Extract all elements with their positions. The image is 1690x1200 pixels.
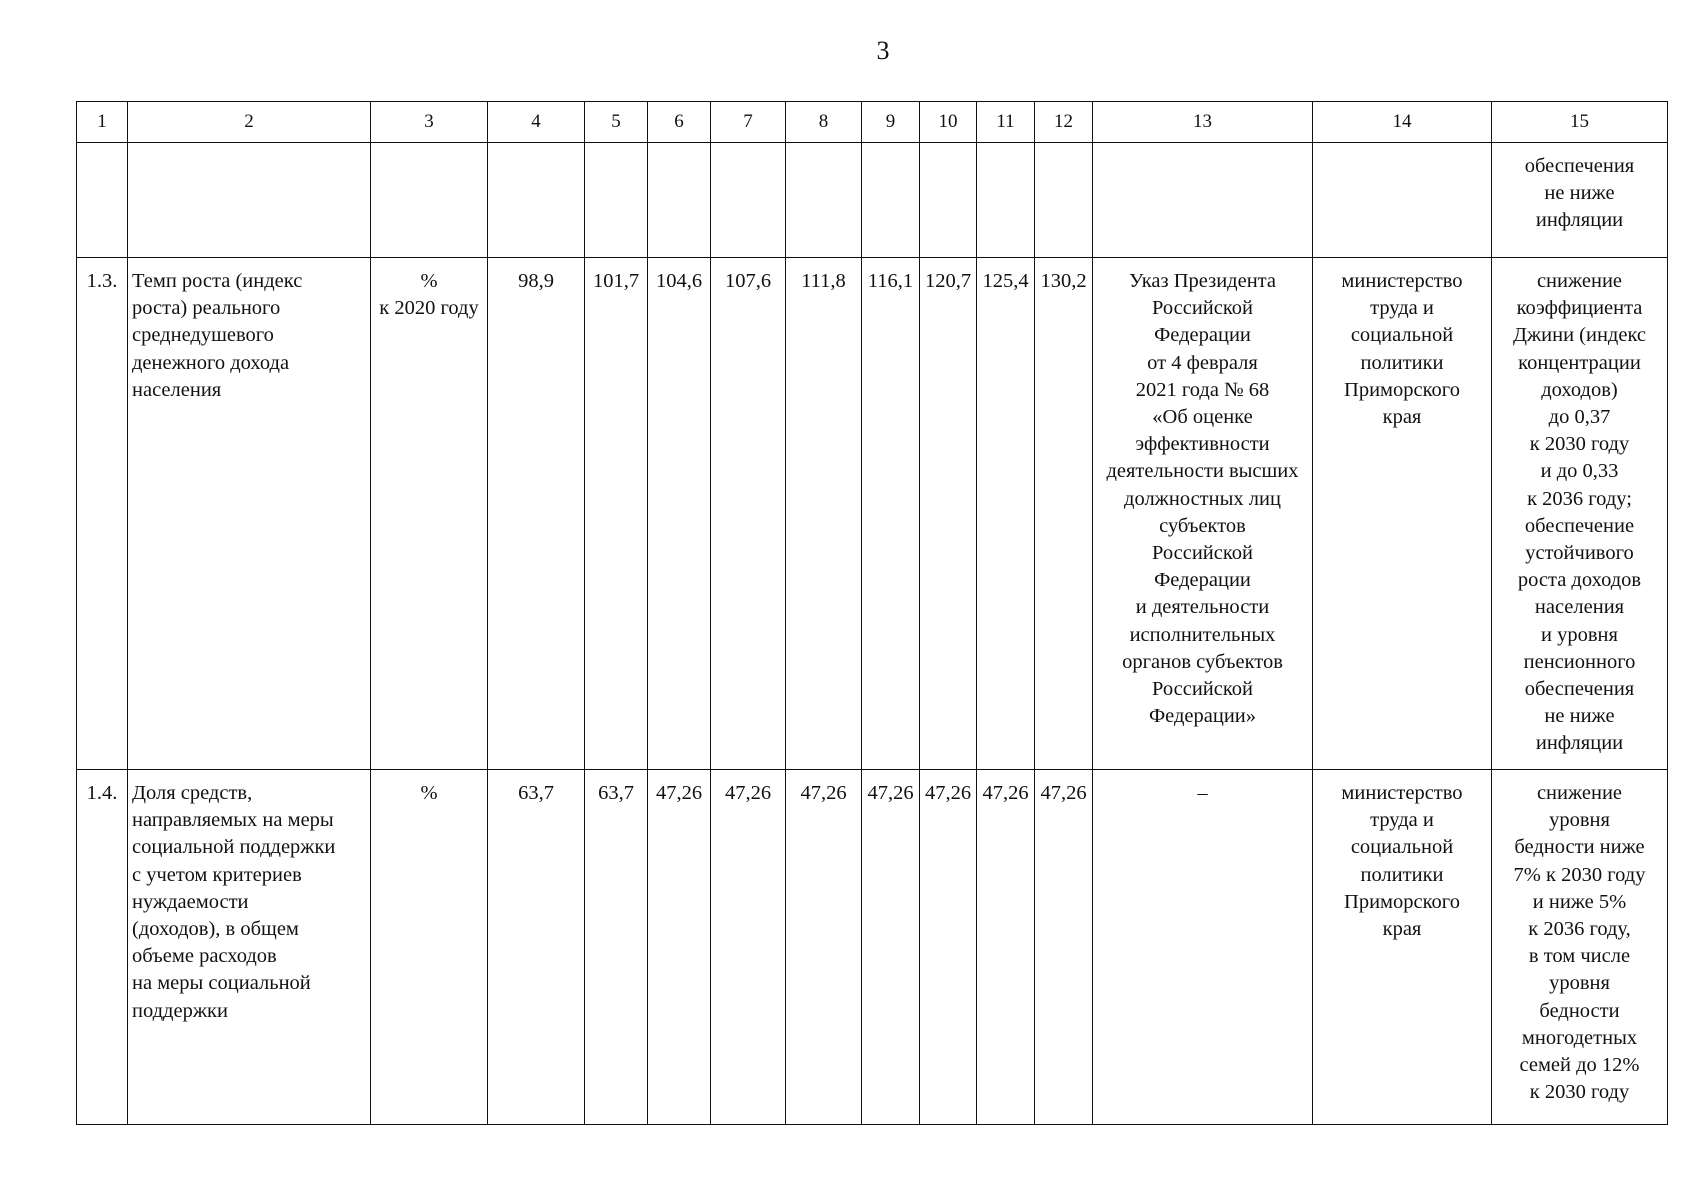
header-cell-15: 15: [1492, 102, 1668, 143]
header-cell-14: 14: [1313, 102, 1492, 143]
value-cell: [711, 143, 786, 258]
value-cell: 125,4: [977, 258, 1035, 770]
header-cell-13: 13: [1093, 102, 1313, 143]
value-cell: 47,26: [920, 770, 977, 1125]
value-cell: [488, 143, 585, 258]
header-cell-4: 4: [488, 102, 585, 143]
value-cell: 47,26: [977, 770, 1035, 1125]
header-cell-6: 6: [648, 102, 711, 143]
expected-result-cell: снижение коэффициента Джини (индекс концентрации доходов) до 0,37 к 2030 году и до 0,33 к 2036 году; обеспечение устойчивого роста доходов населения и уровня пенсионного обеспечения не ниже инфляции: [1492, 258, 1668, 770]
table-row-1-3: [77, 258, 1668, 770]
value-cell: 47,26: [786, 770, 862, 1125]
value-cell: 111,8: [786, 258, 862, 770]
page-number: 3: [876, 36, 890, 65]
value-cell: [1035, 143, 1093, 258]
responsible-body-cell: министерство труда и социальной политики Приморского края: [1313, 258, 1492, 770]
legal-basis-cell: [1093, 143, 1313, 258]
value-cell: 47,26: [711, 770, 786, 1125]
value-cell: 47,26: [1035, 770, 1093, 1125]
header-cell-11: 11: [977, 102, 1035, 143]
indicator-name-cell: Темп роста (индекс роста) реального среднедушевого денежного дохода населения: [128, 258, 371, 770]
value-cell: [977, 143, 1035, 258]
value-cell: 120,7: [920, 258, 977, 770]
indicator-name-cell: Доля средств, направляемых на меры социальной поддержки с учетом критериев нуждаемости (доходов), в общем объеме расходов на меры социальной поддержки: [128, 770, 371, 1125]
value-cell: 47,26: [862, 770, 920, 1125]
header-cell-12: 12: [1035, 102, 1093, 143]
value-cell: 98,9: [488, 258, 585, 770]
responsible-body-cell: министерство труда и социальной политики Приморского края: [1313, 770, 1492, 1125]
table-row-continuation: [77, 143, 1668, 258]
unit-cell: %: [371, 770, 488, 1125]
value-cell: [585, 143, 648, 258]
header-cell-2: 2: [128, 102, 371, 143]
value-cell: [862, 143, 920, 258]
table-row-1-4: [77, 770, 1668, 1125]
row-number-cell: 1.4.: [77, 770, 128, 1125]
value-cell: 47,26: [648, 770, 711, 1125]
value-cell: [920, 143, 977, 258]
value-cell: 116,1: [862, 258, 920, 770]
row-number-cell: [77, 143, 128, 258]
value-cell: 107,6: [711, 258, 786, 770]
value-cell: 63,7: [585, 770, 648, 1125]
header-cell-8: 8: [786, 102, 862, 143]
unit-cell: % к 2020 году: [371, 258, 488, 770]
expected-result-cell: снижение уровня бедности ниже 7% к 2030 году и ниже 5% к 2036 году, в том числе уровня бедности многодетных семей до 12% к 2030 году: [1492, 770, 1668, 1125]
responsible-body-cell: [1313, 143, 1492, 258]
row-number-cell: 1.3.: [77, 258, 128, 770]
value-cell: 101,7: [585, 258, 648, 770]
header-cell-7: 7: [711, 102, 786, 143]
indicators-table: [76, 101, 1668, 1125]
header-cell-3: 3: [371, 102, 488, 143]
legal-basis-cell: –: [1093, 770, 1313, 1125]
header-cell-10: 10: [920, 102, 977, 143]
header-cell-1: 1: [77, 102, 128, 143]
header-cell-9: 9: [862, 102, 920, 143]
value-cell: [786, 143, 862, 258]
header-row: [77, 102, 1668, 143]
unit-cell: [371, 143, 488, 258]
value-cell: 130,2: [1035, 258, 1093, 770]
indicator-name-cell: [128, 143, 371, 258]
header-cell-5: 5: [585, 102, 648, 143]
value-cell: [648, 143, 711, 258]
value-cell: 63,7: [488, 770, 585, 1125]
expected-result-cell: обеспечения не ниже инфляции: [1492, 143, 1668, 258]
value-cell: 104,6: [648, 258, 711, 770]
legal-basis-cell: Указ Президента Российской Федерации от 4 февраля 2021 года № 68 «Об оценке эффективности деятельности высших должностных лиц субъектов Российской Федерации и деятельности исполнительных органов субъектов Российской Федерации»: [1093, 258, 1313, 770]
